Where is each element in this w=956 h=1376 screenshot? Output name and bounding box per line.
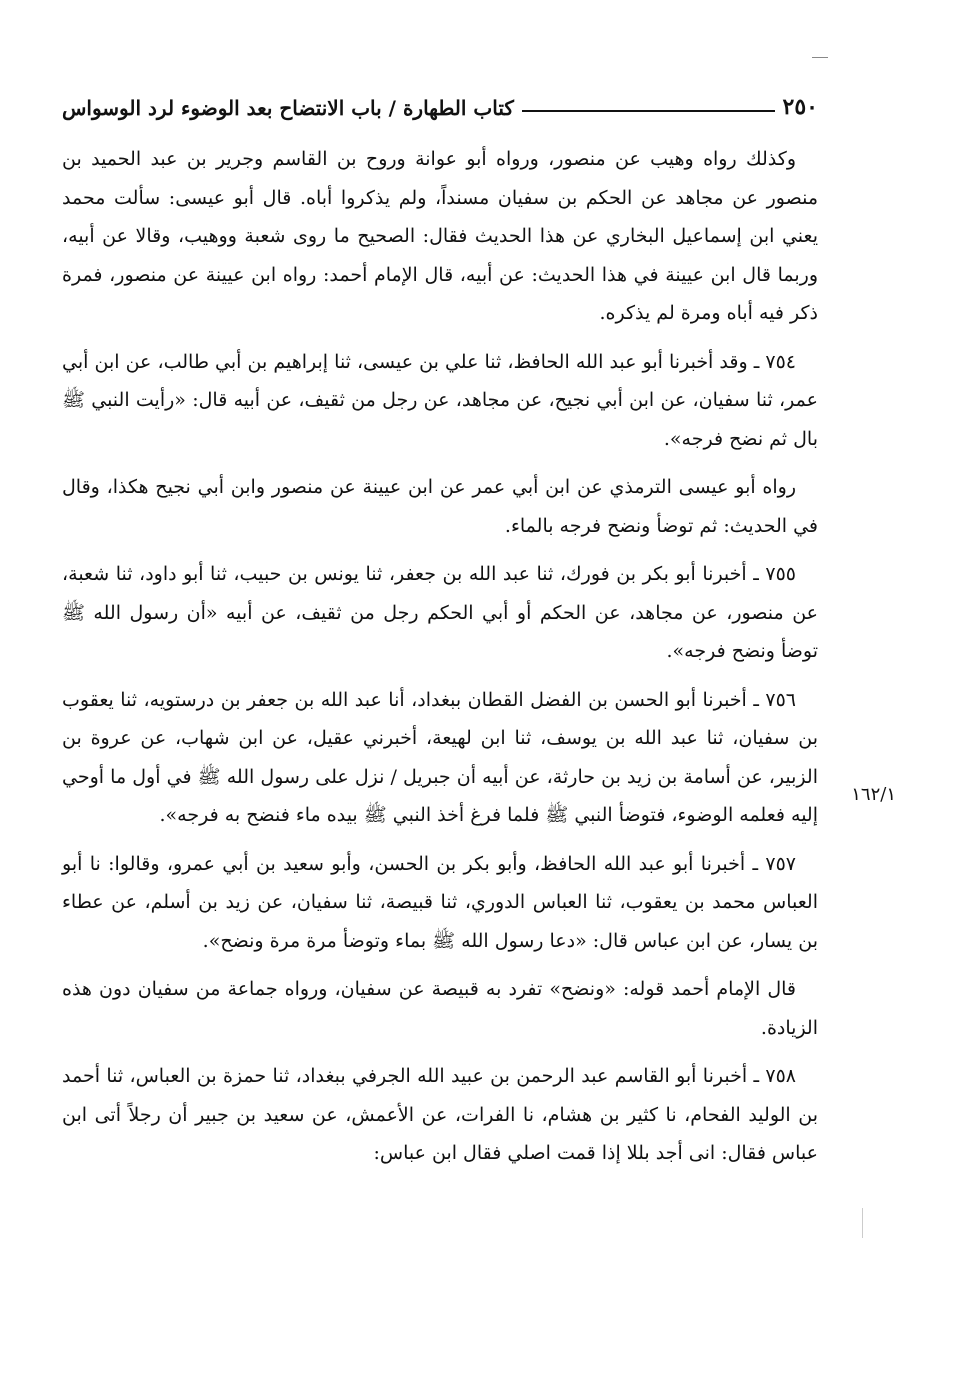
body-text [62, 140, 818, 1183]
page-header [62, 86, 818, 120]
header-rule [522, 110, 775, 112]
paragraph-757: ٧٥٧ ـ أخبرنا أبو عبد الله الحافظ، وأبو بكر بن الحسن، وأبو سعيد بن أبي عمرو، وقالوا: نا أبو العباس محمد بن يعقوب، ثنا العباس الدوري، ثنا قبيصة، ثنا سفيان، عن زيد بن أسلم، عن عطاء بن يسار، عن ابن عباس قال: «دعا رسول الله ﷺ بماء وتوضأ مرة مرة ونضح». [62, 852, 818, 952]
paragraph-756: ٧٥٦ ـ أخبرنا أبو الحسن بن الفضل القطان ببغداد، أنا عبد الله بن جعفر بن درستويه، ثنا يعقوب بن سفيان، ثنا عبد الله بن يوسف، ثنا ابن لهيعة، أخبرني عقيل، عن ابن شهاب، عن عروة بن الزبير، عن أسامة بن زيد بن حارثة، عن أبيه أن جبريل / نزل على رسول الله ﷺ في أول ما أوحي إليه فعلمه الوضوء، فتوضأ النبي ﷺ فلما فرغ أخذ النبي ﷺ بيده ماء فنضح به فرجه». [62, 688, 818, 826]
margin-tick [862, 1208, 863, 1238]
paragraph-1: وكذلك رواه وهيب عن منصور، ورواه أبو عوانة وروح بن القاسم وجرير بن عبد الحميد بن منصور عن مجاهد عن الحكم بن سفيان مسنداً، ولم يذكروا أباه. قال أبو عيسى: سألت محمد يعني ابن إسماعيل البخاري عن هذا الحديث فقال: الصحيح ما روى شعبة ووهيب، وقالا عن أبيه، وربما قال ابن عيينة في هذا الحديث: عن أبيه، قال الإمام أحمد: رواه ابن عيينة عن منصور، فمرة ذكر فيه أباه ومرة لم يذكره. [62, 148, 818, 324]
paragraph-754-commentary: رواه أبو عيسى الترمذي عن ابن أبي عمر عن ابن عيينة عن منصور وابن أبي نجيح هكذا، وقال في الحديث: ثم توضأ ونضح فرجه بالماء. [62, 476, 818, 537]
paragraph-757-commentary: قال الإمام أحمد قوله: «ونضح» تفرد به قبيصة عن سفيان، ورواه جماعة من سفيان دون هذه الزيادة. [62, 978, 818, 1039]
paragraph-755: ٧٥٥ ـ أخبرنا أبو بكر بن فورك، ثنا عبد الله بن جعفر، ثنا يونس بن حبيب، ثنا أبو داود، ثنا شعبة، عن منصور، عن مجاهد، عن الحكم أو أبي الحكم رجل من ثقيف، عن أبيه «أن رسول الله ﷺ توضأ ونضح فرجه». [62, 563, 818, 662]
paragraph-758: ٧٥٨ ـ أخبرنا أبو القاسم عبد الرحمن بن عبيد الله الجرفي ببغداد، ثنا حمزة بن العباس، ثنا أحمد بن الوليد الفحام، نا كثير بن هشام، نا الفرات، عن الأعمش، عن سعيد بن جبير أن رجلاً أتى ابن عباس فقال: انى أجد بللا إذا قمت اصلي فقال ابن عباس: [62, 1065, 818, 1164]
margin-note: ١٦٢/١ [851, 784, 896, 805]
page-number: ٢٥٠ [782, 94, 818, 120]
running-title: كتاب الطهارة / باب الانتضاح بعد الوضوء لرد الوسواس [62, 96, 514, 120]
top-mark [812, 57, 828, 58]
paragraph-754: ٧٥٤ ـ وقد أخبرنا أبو عبد الله الحافظ، ثنا علي بن عيسى، ثنا إبراهيم بن أبي طالب، عن ابن أبي عمر، ثنا سفيان، عن ابن أبي نجيح، عن مجاهد، عن رجل من ثقيف، عن أبيه قال: «رأيت النبي ﷺ بال ثم نضح فرجه». [62, 350, 818, 450]
